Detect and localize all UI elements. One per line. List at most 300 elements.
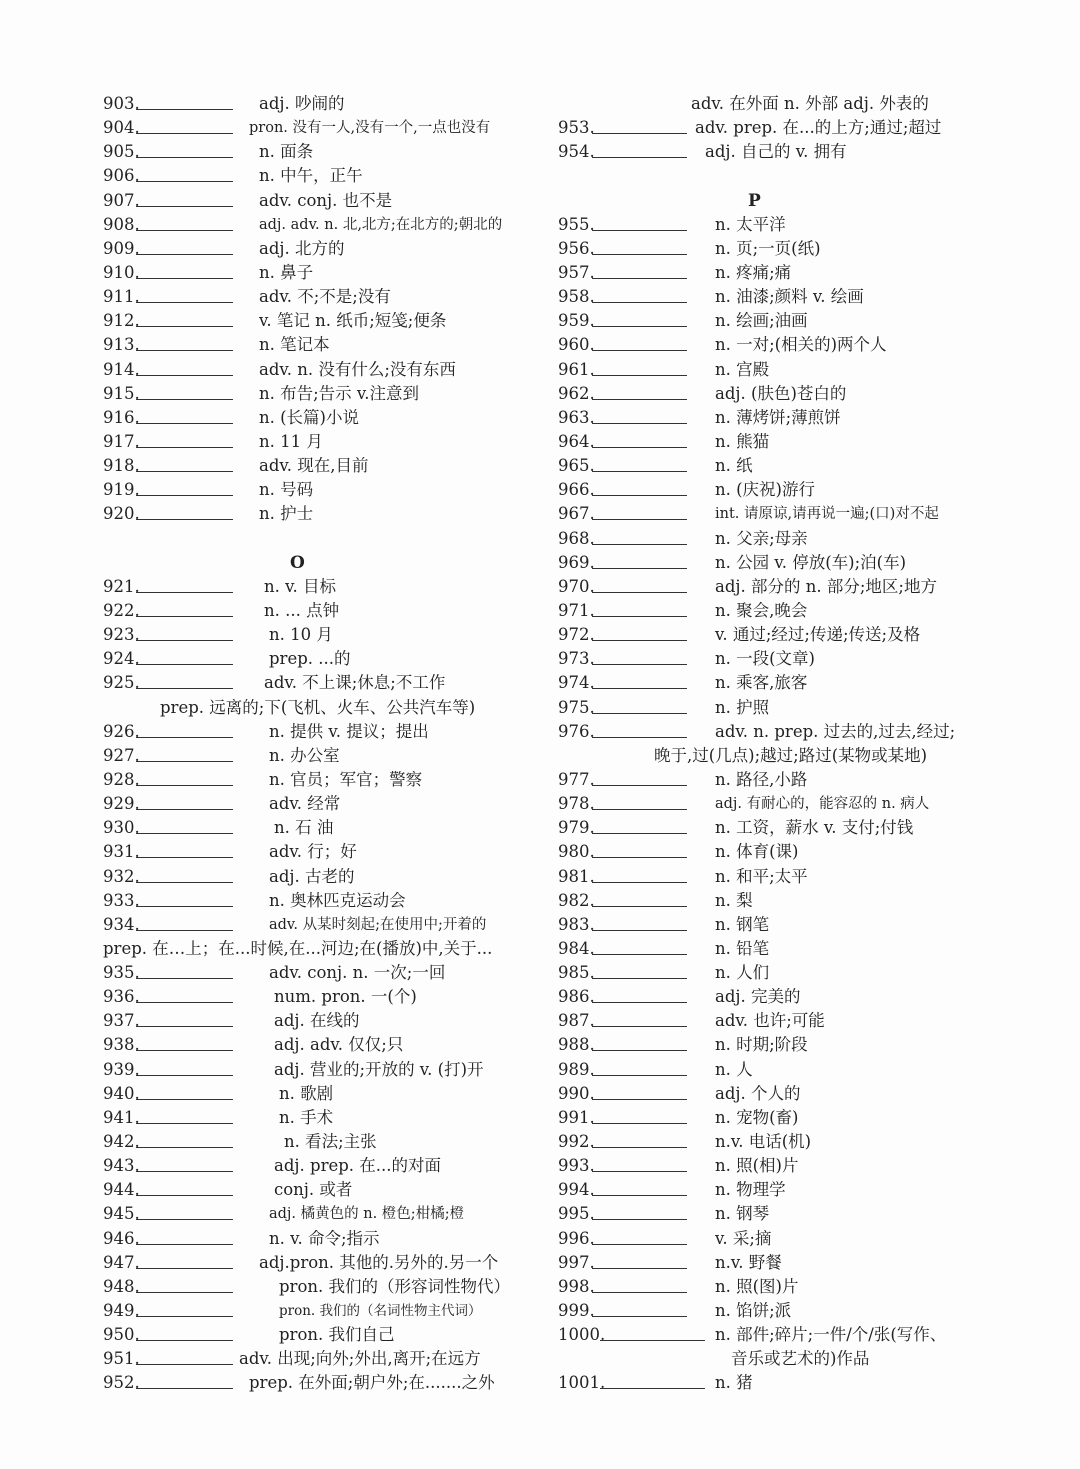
entry-definition: n. 工资，薪水 v. 支付;付钱 [715, 818, 914, 838]
vocab-entry [558, 1130, 978, 1154]
entry-number: 913. [103, 335, 140, 355]
entry-definition: adj. 橘黄色的 n. 橙色;柑橘;橙 [269, 1206, 465, 1223]
answer-blank[interactable] [592, 1075, 687, 1076]
entry-number: 922. [103, 600, 140, 620]
answer-blank[interactable] [136, 399, 233, 400]
answer-blank[interactable] [592, 1099, 687, 1100]
vocab-entry [103, 213, 543, 237]
vocab-entry [103, 720, 543, 744]
entry-number: 979. [558, 818, 595, 838]
vocab-entry [558, 1275, 978, 1299]
entry-number: 920. [103, 504, 140, 524]
entry-number: 909. [103, 238, 140, 258]
entry-number: 977. [558, 769, 595, 789]
entry-number: 971. [558, 600, 595, 620]
entry-definition: n. 10 月 [269, 625, 333, 645]
answer-blank[interactable] [136, 133, 233, 134]
right-column [558, 92, 978, 1396]
answer-blank[interactable] [136, 592, 233, 593]
entry-definition: v. 通过;经过;传递;传送;及格 [715, 625, 921, 645]
vocab-entry [558, 961, 978, 985]
answer-blank[interactable] [136, 206, 233, 207]
entry-definition: adv. 不;不是;没有 [259, 287, 391, 307]
answer-blank[interactable] [592, 254, 687, 255]
entry-number: 995. [558, 1204, 595, 1224]
entry-definition: pron. 没有一人,没有一个,一点也没有 [249, 120, 491, 137]
answer-blank[interactable] [136, 930, 233, 931]
entry-number: 950. [103, 1325, 140, 1345]
entry-definition: n. 乘客,旅客 [715, 673, 808, 693]
answer-blank[interactable] [136, 1292, 233, 1293]
answer-blank[interactable] [136, 1050, 233, 1051]
entry-number: 978. [558, 794, 595, 814]
answer-blank[interactable] [136, 302, 233, 303]
vocab-entry [103, 1130, 543, 1154]
answer-blank[interactable] [592, 978, 687, 979]
vocab-entry [558, 575, 978, 599]
vocab-entry [558, 382, 978, 406]
entry-definition: n. 照(相)片 [715, 1156, 799, 1176]
entry-definition: adv. 现在,目前 [259, 456, 369, 476]
vocab-entry [558, 1227, 978, 1251]
vocab-entry [103, 671, 543, 695]
answer-blank[interactable] [592, 495, 687, 496]
entry-number: 987. [558, 1011, 595, 1031]
entry-number: 961. [558, 359, 595, 379]
vocab-entry [558, 768, 978, 792]
continuation-text: adv. 在外面 n. 外部 adj. 外表的 [691, 94, 929, 113]
answer-blank[interactable] [592, 1195, 687, 1196]
vocab-entry [558, 816, 978, 840]
answer-blank[interactable] [592, 375, 687, 376]
entry-definition: adj.pron. 其他的.另外的.另一个 [259, 1252, 499, 1272]
vocab-entry [103, 382, 543, 406]
answer-blank[interactable] [592, 688, 687, 689]
answer-blank[interactable] [136, 278, 233, 279]
answer-blank[interactable] [136, 495, 233, 496]
vocab-entry [558, 309, 978, 333]
entry-definition: n. 钢笔 [715, 914, 770, 934]
vocab-entry [558, 599, 978, 623]
entry-definition: n. 护士 [259, 504, 314, 524]
vocab-entry [558, 889, 978, 913]
vocab-entry [558, 261, 978, 285]
answer-blank[interactable] [592, 640, 687, 641]
entry-definition: conj. 或者 [274, 1180, 353, 1200]
answer-blank[interactable] [136, 906, 233, 907]
answer-blank[interactable] [592, 785, 687, 786]
answer-blank[interactable] [136, 109, 233, 110]
answer-blank[interactable] [592, 1147, 687, 1148]
vocab-entry [103, 1371, 543, 1395]
entry-number: 903. [103, 94, 140, 113]
entry-number: 944. [103, 1180, 140, 1200]
answer-blank[interactable] [592, 664, 687, 665]
answer-blank[interactable] [592, 519, 687, 520]
answer-blank[interactable] [136, 737, 233, 738]
answer-blank[interactable] [136, 447, 233, 448]
entry-definition: adj. 北方的 [259, 238, 345, 258]
entry-number: 974. [558, 673, 595, 693]
entry-number: 972. [558, 625, 595, 645]
entry-definition: n. 看法;主张 [284, 1132, 377, 1152]
answer-blank[interactable] [136, 761, 233, 762]
entry-definition: n. 笔记本 [259, 335, 330, 355]
entry-number: 936. [103, 987, 140, 1007]
entry-definition: adv. 出现;向外;外出,离开;在远方 [239, 1349, 481, 1369]
entry-number: 959. [558, 311, 595, 331]
answer-blank[interactable] [136, 640, 233, 641]
answer-blank[interactable] [592, 1244, 687, 1245]
answer-blank[interactable] [592, 447, 687, 448]
entry-number: 976. [558, 721, 595, 741]
answer-blank[interactable] [136, 1364, 233, 1365]
entry-number: 989. [558, 1059, 595, 1079]
entry-number: 975. [558, 697, 595, 717]
answer-blank[interactable] [592, 302, 687, 303]
answer-blank[interactable] [136, 1147, 233, 1148]
answer-blank[interactable] [136, 664, 233, 665]
vocab-entry [103, 1299, 543, 1323]
entry-number: 921. [103, 576, 140, 596]
answer-blank[interactable] [592, 423, 687, 424]
entry-number: 932. [103, 866, 140, 886]
entry-definition: n. 油漆;颜料 v. 绘画 [715, 287, 864, 307]
answer-blank[interactable] [592, 133, 687, 134]
entry-definition: adv. conj. 也不是 [259, 190, 393, 210]
entry-number: 949. [103, 1301, 140, 1321]
vocab-entry [103, 333, 543, 357]
entry-definition: adj. adv. n. 北,北方;在北方的;朝北的 [259, 216, 503, 233]
vocab-entry [558, 333, 978, 357]
answer-blank[interactable] [592, 1026, 687, 1027]
answer-blank[interactable] [592, 1002, 687, 1003]
vocab-entry [103, 768, 543, 792]
entry-number: 969. [558, 552, 595, 572]
entry-definition: adv. 也许;可能 [715, 1011, 825, 1031]
section-letter: P [748, 190, 761, 211]
entry-number: 908. [103, 214, 140, 234]
answer-blank[interactable] [592, 471, 687, 472]
answer-blank[interactable] [592, 326, 687, 327]
entry-definition: adj. adv. 仅仅;只 [274, 1035, 404, 1055]
spacer-row [103, 527, 543, 551]
answer-blank[interactable] [592, 1268, 687, 1269]
answer-blank[interactable] [136, 1340, 233, 1341]
entry-definition: prep. ...的 [269, 649, 351, 669]
entry-number: 982. [558, 890, 595, 910]
entry-definition: adv. 行；好 [269, 842, 357, 862]
entry-definition: n. 鼻子 [259, 262, 314, 282]
entry-definition: adj. 完美的 [715, 987, 801, 1007]
entry-number: 919. [103, 480, 140, 500]
vocab-entry [558, 696, 978, 720]
answer-blank[interactable] [136, 1075, 233, 1076]
entry-number: 906. [103, 166, 140, 186]
entry-number: 996. [558, 1228, 595, 1248]
entry-number: 947. [103, 1252, 140, 1272]
vocab-entry [103, 502, 543, 526]
answer-blank[interactable] [136, 1219, 233, 1220]
entry-number: 960. [558, 335, 595, 355]
entry-number: 956. [558, 238, 595, 258]
entry-definition: adj. 古老的 [269, 866, 355, 886]
entry-number: 994. [558, 1180, 595, 1200]
vocab-entry [558, 1371, 978, 1395]
vocab-entry [558, 454, 978, 478]
entry-number: 916. [103, 407, 140, 427]
answer-blank[interactable] [592, 1219, 687, 1220]
answer-blank[interactable] [592, 713, 687, 714]
answer-blank[interactable] [136, 181, 233, 182]
entry-number: 985. [558, 963, 595, 983]
answer-blank[interactable] [592, 737, 687, 738]
entry-definition: adv. 不上课;休息;不工作 [264, 673, 446, 693]
vocab-entry [103, 985, 543, 1009]
entry-number: 927. [103, 745, 140, 765]
entry-definition: int. 请原谅,请再说一遍;(口)对不起 [715, 506, 939, 523]
answer-blank[interactable] [136, 857, 233, 858]
answer-blank[interactable] [592, 278, 687, 279]
vocab-entry [558, 937, 978, 961]
answer-blank[interactable] [136, 254, 233, 255]
vocab-entry [103, 792, 543, 816]
entry-number: 931. [103, 842, 140, 862]
entry-number: 924. [103, 649, 140, 669]
entry-definition: adv. 从某时刻起;在使用中;开着的 [269, 916, 487, 933]
entry-definition: n. 护照 [715, 697, 770, 717]
vocab-entry [558, 116, 978, 140]
entry-definition: n. 奥林匹克运动会 [269, 890, 406, 910]
entry-definition: n. 父亲;母亲 [715, 528, 808, 548]
spacer-row [558, 164, 978, 188]
entry-definition: n. 聚会,晚会 [715, 600, 808, 620]
vocab-entry [103, 599, 543, 623]
answer-blank[interactable] [136, 809, 233, 810]
entry-number: 917. [103, 431, 140, 451]
vocab-entry [103, 285, 543, 309]
entry-definition: n. (长篇)小说 [259, 407, 359, 427]
entry-number: 938. [103, 1035, 140, 1055]
answer-blank[interactable] [592, 616, 687, 617]
answer-blank[interactable] [592, 833, 687, 834]
answer-blank[interactable] [592, 1316, 687, 1317]
entry-number: 970. [558, 576, 595, 596]
vocab-entry [558, 1251, 978, 1275]
vocab-entry [558, 1178, 978, 1202]
answer-blank[interactable] [136, 1026, 233, 1027]
answer-blank[interactable] [136, 1268, 233, 1269]
answer-blank[interactable] [136, 1123, 233, 1124]
entry-definition: n. 和平;太平 [715, 866, 808, 886]
left-column [103, 92, 543, 1396]
answer-blank[interactable] [136, 882, 233, 883]
answer-blank[interactable] [600, 1388, 705, 1389]
entry-definition: v. 笔记 n. 纸币;短笺;便条 [259, 311, 447, 331]
vocab-entry [103, 189, 543, 213]
vocab-entry [558, 1202, 978, 1226]
entry-number: 1000. [558, 1325, 606, 1345]
continuation-text: prep. 远离的;下(飞机、火车、公共汽车等) [160, 697, 476, 717]
answer-blank[interactable] [592, 1123, 687, 1124]
answer-blank[interactable] [136, 833, 233, 834]
answer-blank[interactable] [592, 954, 687, 955]
vocab-entry [558, 720, 978, 744]
answer-blank[interactable] [136, 471, 233, 472]
entry-definition: n. 钢琴 [715, 1204, 770, 1224]
entry-number: 962. [558, 383, 595, 403]
entry-definition: adv. n. prep. 过去的,过去,经过; [715, 721, 956, 741]
entry-number: 911. [103, 287, 140, 307]
answer-blank[interactable] [592, 592, 687, 593]
entry-number: 948. [103, 1276, 140, 1296]
vocab-entry [103, 623, 543, 647]
vocab-entry [103, 865, 543, 889]
entry-definition: n. 办公室 [269, 745, 340, 765]
vocab-entry [558, 647, 978, 671]
vocab-entry [103, 358, 543, 382]
entry-number: 928. [103, 769, 140, 789]
entry-number: 923. [103, 625, 140, 645]
vocab-entry [558, 285, 978, 309]
entry-number: 926. [103, 721, 140, 741]
answer-blank[interactable] [136, 375, 233, 376]
entry-definition: n. 时期;阶段 [715, 1035, 808, 1055]
vocab-entry [103, 237, 543, 261]
definition-continuation [103, 696, 543, 720]
answer-blank[interactable] [136, 1316, 233, 1317]
answer-blank[interactable] [592, 350, 687, 351]
entry-number: 943. [103, 1156, 140, 1176]
entry-number: 984. [558, 938, 595, 958]
entry-definition: adv. prep. 在...的上方;通过;超过 [695, 118, 942, 138]
entry-number: 930. [103, 818, 140, 838]
entry-definition: adj. (肤色)苍白的 [715, 383, 847, 403]
answer-blank[interactable] [592, 906, 687, 907]
entry-number: 934. [103, 914, 140, 934]
entry-definition: n. 中午，正午 [259, 166, 363, 186]
answer-blank[interactable] [136, 978, 233, 979]
vocab-entry [558, 502, 978, 526]
answer-blank[interactable] [592, 882, 687, 883]
answer-blank[interactable] [136, 157, 233, 158]
entry-definition: n. 纸 [715, 456, 753, 476]
definition-continuation [558, 92, 978, 116]
answer-blank[interactable] [592, 809, 687, 810]
answer-blank[interactable] [136, 350, 233, 351]
vocab-entry [103, 1323, 543, 1347]
entry-number: 964. [558, 431, 595, 451]
entry-definition: pron. 我们的（名词性物主代词） [279, 1303, 482, 1320]
vocab-entry [103, 430, 543, 454]
definition-continuation [103, 937, 543, 961]
answer-blank[interactable] [592, 544, 687, 545]
answer-blank[interactable] [136, 1099, 233, 1100]
entry-definition: n. 照(图)片 [715, 1276, 799, 1296]
entry-definition: adj. 营业的;开放的 v. (打)开 [274, 1059, 484, 1079]
answer-blank[interactable] [592, 157, 687, 158]
answer-blank[interactable] [592, 930, 687, 931]
vocab-entry [103, 1347, 543, 1371]
answer-blank[interactable] [136, 326, 233, 327]
vocab-entry [558, 1299, 978, 1323]
answer-blank[interactable] [592, 857, 687, 858]
entry-number: 965. [558, 456, 595, 476]
answer-blank[interactable] [600, 1340, 705, 1341]
answer-blank[interactable] [136, 230, 233, 231]
entry-definition: n. 铅笔 [715, 938, 770, 958]
entry-number: 940. [103, 1083, 140, 1103]
vocab-entry [558, 792, 978, 816]
section-letter: O [290, 552, 305, 573]
answer-blank[interactable] [136, 785, 233, 786]
entry-number: 981. [558, 866, 595, 886]
answer-blank[interactable] [592, 1171, 687, 1172]
answer-blank[interactable] [136, 1171, 233, 1172]
vocab-entry [103, 454, 543, 478]
vocab-entry [103, 1178, 543, 1202]
entry-definition: n. 歌剧 [279, 1083, 334, 1103]
answer-blank[interactable] [136, 1002, 233, 1003]
vocab-entry [103, 1058, 543, 1082]
entry-definition: n. 布告;告示 v.注意到 [259, 383, 420, 403]
entry-number: 986. [558, 987, 595, 1007]
vocab-entry [558, 840, 978, 864]
vocab-entry [103, 1106, 543, 1130]
entry-number: 992. [558, 1132, 595, 1152]
entry-number: 973. [558, 649, 595, 669]
vocab-entry [103, 478, 543, 502]
answer-blank[interactable] [136, 519, 233, 520]
entry-definition: n. 梨 [715, 890, 753, 910]
entry-definition: n. v. 命令;指示 [269, 1228, 380, 1248]
vocab-entry [103, 406, 543, 430]
entry-definition: adj. 有耐心的，能容忍的 n. 病人 [715, 796, 930, 813]
entry-definition: v. 采;摘 [715, 1228, 772, 1248]
entry-number: 999. [558, 1301, 595, 1321]
entry-definition: n. 官员；军官；警察 [269, 769, 423, 789]
entry-number: 939. [103, 1059, 140, 1079]
entry-number: 980. [558, 842, 595, 862]
entry-definition: n. 公园 v. 停放(车);泊(车) [715, 552, 907, 572]
vocab-entry [558, 358, 978, 382]
answer-blank[interactable] [592, 230, 687, 231]
entry-definition: n. 一对;(相关的)两个人 [715, 335, 887, 355]
entry-definition: n. 物理学 [715, 1180, 786, 1200]
answer-blank[interactable] [592, 568, 687, 569]
answer-blank[interactable] [592, 399, 687, 400]
section-letter-heading [558, 189, 978, 213]
vocab-entry [103, 744, 543, 768]
answer-blank[interactable] [592, 1292, 687, 1293]
entry-definition: n. 人 [715, 1059, 753, 1079]
entry-definition: adv. conj. n. 一次;一回 [269, 963, 446, 983]
vocab-entry [558, 1058, 978, 1082]
entry-number: 953. [558, 118, 595, 138]
entry-number: 998. [558, 1276, 595, 1296]
answer-blank[interactable] [592, 1050, 687, 1051]
answer-blank[interactable] [136, 1244, 233, 1245]
answer-blank[interactable] [136, 1388, 233, 1389]
entry-definition: adj. 个人的 [715, 1083, 801, 1103]
vocab-entry [103, 889, 543, 913]
answer-blank[interactable] [136, 1195, 233, 1196]
answer-blank[interactable] [136, 423, 233, 424]
entry-number: 952. [103, 1373, 140, 1393]
answer-blank[interactable] [136, 688, 233, 689]
answer-blank[interactable] [136, 616, 233, 617]
entry-number: 955. [558, 214, 595, 234]
